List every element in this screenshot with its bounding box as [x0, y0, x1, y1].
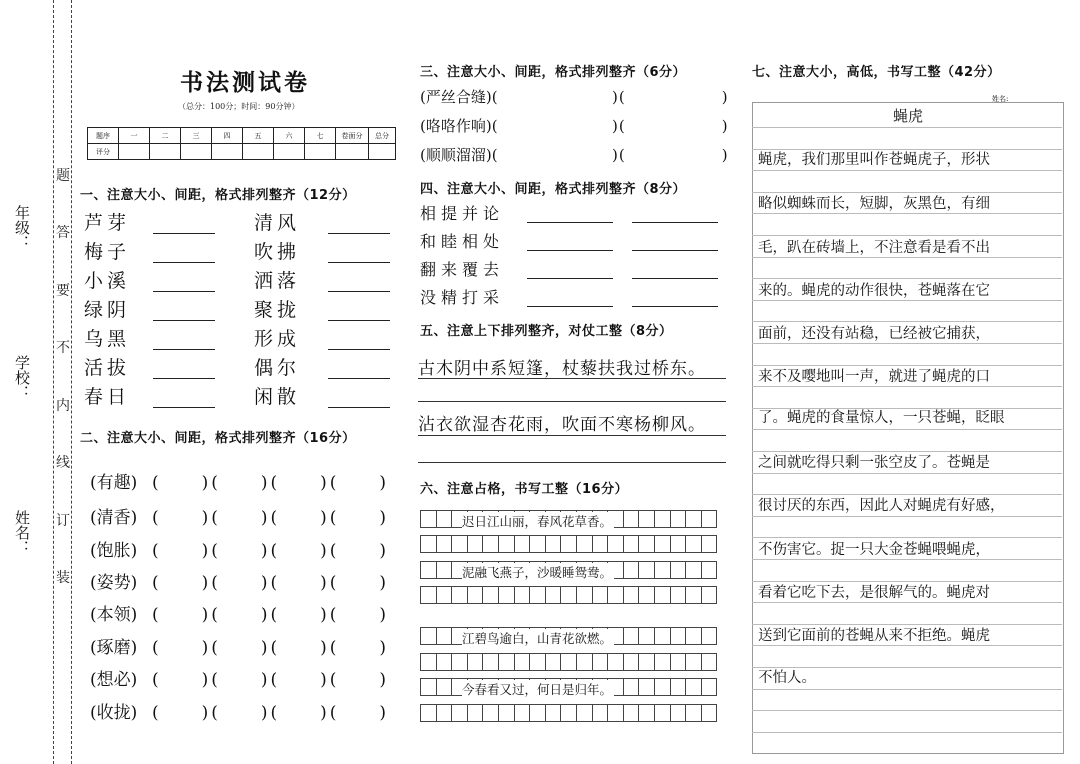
paren-item: (姿势) [90, 573, 138, 593]
grid-cell[interactable] [701, 535, 718, 553]
grid-cell[interactable] [560, 653, 577, 671]
grid-cell[interactable] [420, 561, 437, 579]
word-right: 吹拂 [254, 241, 301, 263]
essay-ruled-line [752, 473, 1062, 474]
section5-title: 五、注意上下排列整齐，对仗工整（8分） [420, 324, 673, 339]
score-cell: 三 [181, 128, 212, 144]
paren-item: (收拢) [90, 703, 138, 723]
answer-blank[interactable] [328, 290, 390, 292]
grid-cell[interactable] [638, 653, 655, 671]
page-subtitle: （总分：100分；时间：90分钟） [178, 102, 300, 111]
score-input-cell[interactable] [336, 144, 369, 160]
score-table [87, 127, 396, 160]
score-cell: 五 [243, 128, 274, 144]
grid-cell[interactable] [701, 561, 718, 579]
score-input-cell[interactable] [119, 144, 150, 160]
word-left: 绿阴 [84, 299, 131, 321]
writing-line[interactable] [418, 377, 726, 379]
grid-cell[interactable] [654, 535, 671, 553]
grid-cell[interactable] [420, 678, 437, 696]
grid-cell[interactable] [654, 510, 671, 528]
writing-line[interactable] [418, 461, 726, 463]
grid-cell[interactable] [576, 535, 593, 553]
grid-cell[interactable] [498, 535, 515, 553]
score-input-cell[interactable] [274, 144, 305, 160]
score-cell: 总分 [369, 128, 396, 144]
grid-cell[interactable] [529, 704, 546, 722]
word-right: 清风 [254, 212, 301, 234]
page-title: 书法测试卷 [180, 69, 310, 96]
paren-answers[interactable]: ( )( )( )( ) [152, 573, 390, 593]
essay-line: 看着它吃下去，是很解气的。蝇虎对 [758, 585, 990, 601]
grid-cell[interactable] [670, 653, 687, 671]
grid-cell[interactable] [482, 535, 499, 553]
grid-cell[interactable] [420, 586, 437, 604]
grid-cell[interactable] [436, 535, 453, 553]
answer-blank[interactable] [632, 221, 718, 223]
grid-cell[interactable] [701, 627, 718, 645]
grid-cell[interactable] [467, 586, 484, 604]
grid-cell[interactable] [467, 653, 484, 671]
grid-cell[interactable] [545, 535, 562, 553]
couplet-line: 沾衣欲湿杏花雨，吹面不寒杨柳风。 [418, 415, 706, 435]
grid-cell[interactable] [420, 510, 437, 528]
binding-char: 题 [56, 168, 70, 184]
writing-line[interactable] [418, 400, 726, 402]
essay-ruled-line [752, 710, 1062, 711]
grid-cell[interactable] [498, 704, 515, 722]
grid-cell[interactable] [685, 653, 702, 671]
grid-cell[interactable] [545, 653, 562, 671]
essay-line: 不伤害它。捉一只大金苍蝇喂蝇虎， [758, 542, 990, 558]
grid-cell[interactable] [451, 653, 468, 671]
binding-line-inner [71, 0, 72, 764]
answer-blank[interactable] [527, 277, 613, 279]
couplet-line: 古木阴中系短篷，杖藜扶我过桥东。 [418, 359, 706, 379]
grid-cell[interactable] [482, 704, 499, 722]
binding-char: 装 [56, 570, 70, 586]
grid-cell[interactable] [592, 535, 609, 553]
grid-cell[interactable] [654, 704, 671, 722]
word-right: 洒落 [254, 270, 301, 292]
word-right: 聚拢 [254, 299, 301, 321]
grid-cell[interactable] [701, 653, 718, 671]
essay-ruled-line [752, 689, 1062, 690]
grid-cell[interactable] [451, 704, 468, 722]
word-left: 梅子 [84, 241, 131, 263]
grid-cell[interactable] [701, 704, 718, 722]
answer-blank[interactable] [153, 319, 215, 321]
paren-item: (饱胀) [90, 541, 138, 561]
essay-line: 了。蝇虎的食量惊人，一只苍蝇，眨眼 [758, 410, 1005, 426]
grid-cell[interactable] [436, 653, 453, 671]
paren-item: (想必) [90, 670, 138, 690]
word-left: 芦芽 [84, 212, 131, 234]
grid-cell[interactable] [685, 561, 702, 579]
answer-blank[interactable] [328, 261, 390, 263]
grid-cell[interactable] [654, 627, 671, 645]
score-cell: 题序 [88, 128, 119, 144]
grid-cell[interactable] [623, 561, 640, 579]
paren-answers[interactable]: )( ) [612, 88, 729, 106]
paren-item: (严丝合缝)( [420, 88, 498, 106]
grid-cell[interactable] [592, 704, 609, 722]
binding-char: 订 [56, 513, 70, 529]
paren-answers[interactable]: ( )( )( )( ) [152, 670, 390, 690]
grid-cell[interactable] [654, 678, 671, 696]
answer-blank[interactable] [527, 305, 613, 307]
grid-cell[interactable] [420, 627, 437, 645]
essay-ruled-line [752, 429, 1062, 430]
idiom: 没精打采 [420, 288, 505, 307]
answer-blank[interactable] [632, 249, 718, 251]
essay-name-label: 姓名: [992, 95, 1009, 103]
grid-cell[interactable] [670, 627, 687, 645]
school-label: 学校： [13, 355, 31, 400]
poem-line: 今春看又过，何日是归年。 [462, 682, 613, 697]
grid-cell[interactable] [607, 653, 624, 671]
answer-blank[interactable] [328, 319, 390, 321]
grid-cell[interactable] [436, 561, 453, 579]
grid-cell[interactable] [560, 535, 577, 553]
grid-cell[interactable] [451, 586, 468, 604]
grid-cell[interactable] [638, 510, 655, 528]
grid-cell[interactable] [685, 627, 702, 645]
essay-ruled-line [752, 602, 1062, 603]
paren-answers[interactable]: )( ) [612, 146, 729, 164]
poem-line: 江碧鸟逾白，山青花欲燃。 [462, 631, 613, 646]
grid-cell[interactable] [482, 586, 499, 604]
grid-cell[interactable] [623, 678, 640, 696]
essay-line: 来的。蝇虎的动作很快，苍蝇落在它 [758, 283, 990, 299]
score-cell: 一 [119, 128, 150, 144]
score-input-cell[interactable] [369, 144, 396, 160]
grid-cell[interactable] [436, 627, 453, 645]
grid-cell[interactable] [623, 653, 640, 671]
grid-cell[interactable] [670, 535, 687, 553]
essay-line: 送到它面前的苍蝇从来不拒绝。蝇虎 [758, 628, 990, 644]
grid-cell[interactable] [514, 535, 531, 553]
essay-ruled-line [752, 127, 1062, 128]
grid-cell[interactable] [685, 535, 702, 553]
grid-cell[interactable] [420, 653, 437, 671]
grid-cell[interactable] [607, 535, 624, 553]
essay-ruled-line [752, 732, 1062, 733]
grid-cell[interactable] [685, 678, 702, 696]
grid-cell[interactable] [638, 678, 655, 696]
paren-answers[interactable]: ( )( )( )( ) [152, 638, 390, 658]
score-input-cell[interactable] [181, 144, 212, 160]
binding-char: 不 [56, 340, 70, 356]
essay-line: 蝇虎，我们那里叫作苍蝇虎子，形状 [758, 152, 990, 168]
essay-line: 毛，趴在砖墙上，不注意看是看不出 [758, 240, 990, 256]
paren-answers[interactable]: ( )( )( )( ) [152, 508, 390, 528]
grid-cell[interactable] [623, 704, 640, 722]
grid-cell[interactable] [685, 510, 702, 528]
grid-cell[interactable] [670, 586, 687, 604]
grid-cell[interactable] [638, 627, 655, 645]
binding-char: 答 [56, 225, 70, 241]
paren-item: (咯咯作响)( [420, 117, 498, 135]
section4-title: 四、注意大小、间距，格式排列整齐（8分） [420, 182, 687, 197]
answer-blank[interactable] [328, 348, 390, 350]
score-input-cell[interactable] [305, 144, 336, 160]
essay-ruled-line [752, 559, 1062, 560]
score-cell: 六 [274, 128, 305, 144]
grid-cell[interactable] [685, 704, 702, 722]
grid-cell[interactable] [670, 704, 687, 722]
essay-ruled-line [752, 516, 1062, 517]
grid-cell[interactable] [701, 586, 718, 604]
answer-blank[interactable] [153, 348, 215, 350]
essay-line: 面前，还没有站稳，已经被它捕获， [758, 326, 990, 342]
paren-answers[interactable]: ( )( )( )( ) [152, 605, 390, 625]
answer-blank[interactable] [153, 261, 215, 263]
section7-title: 七、注意大小，高低，书写工整（42分） [752, 65, 1001, 80]
binding-char: 线 [56, 455, 70, 471]
writing-line[interactable] [418, 434, 726, 436]
section6-title: 六、注意占格，书写工整（16分） [420, 482, 629, 497]
score-cell: 四 [212, 128, 243, 144]
paren-answers[interactable]: ( )( )( )( ) [152, 473, 390, 493]
idiom: 翻来覆去 [420, 260, 505, 279]
score-table-header-row [88, 128, 396, 144]
section3-title: 三、注意大小、间距，格式排列整齐（6分） [420, 65, 687, 80]
answer-blank[interactable] [527, 221, 613, 223]
grid-cell[interactable] [514, 586, 531, 604]
essay-ruled-line [752, 386, 1062, 387]
answer-blank[interactable] [632, 305, 718, 307]
word-right: 闲散 [254, 386, 301, 408]
grid-cell[interactable] [560, 586, 577, 604]
grid-cell[interactable] [467, 704, 484, 722]
grid-cell[interactable] [451, 535, 468, 553]
poem-line: 泥融飞燕子，沙暖睡鸳鸯。 [462, 565, 613, 580]
answer-blank[interactable] [328, 232, 390, 234]
paren-item: (本领) [90, 605, 138, 625]
essay-line: 略似蜘蛛而长，短脚，灰黑色，有细 [758, 196, 990, 212]
score-cell: 卷面分 [336, 128, 369, 144]
grid-cell[interactable] [576, 704, 593, 722]
grid-cell[interactable] [623, 627, 640, 645]
answer-blank[interactable] [328, 406, 390, 408]
grid-cell[interactable] [607, 704, 624, 722]
essay-line: 来不及嘤地叫一声，就进了蝇虎的口 [758, 369, 990, 385]
score-table-score-row [88, 144, 396, 160]
answer-blank[interactable] [632, 277, 718, 279]
grid-cell[interactable] [670, 561, 687, 579]
grid-cell[interactable] [623, 586, 640, 604]
essay-ruled-line [752, 170, 1062, 171]
essay-line: 很讨厌的东西，因此人对蝇虎有好感， [758, 498, 1005, 514]
essay-ruled-line [752, 213, 1062, 214]
section2-title: 二、注意大小、间距，格式排列整齐（16分） [80, 431, 356, 446]
grid-cell[interactable] [498, 586, 515, 604]
grid-cell[interactable] [623, 510, 640, 528]
idiom: 相提并论 [420, 204, 505, 223]
grid-cell[interactable] [701, 678, 718, 696]
answer-blank[interactable] [153, 290, 215, 292]
writing-grid-row[interactable] [420, 586, 716, 604]
writing-grid-row[interactable] [420, 653, 716, 671]
grid-cell[interactable] [670, 678, 687, 696]
idiom: 和睦相处 [420, 232, 505, 251]
essay-ruled-line [752, 645, 1062, 646]
grid-cell[interactable] [560, 704, 577, 722]
score-cell: 七 [305, 128, 336, 144]
grid-cell[interactable] [514, 704, 531, 722]
score-input-cell[interactable] [150, 144, 181, 160]
name-label: 姓名： [13, 510, 31, 555]
grid-cell[interactable] [592, 653, 609, 671]
score-input-cell[interactable] [212, 144, 243, 160]
grid-cell[interactable] [420, 535, 437, 553]
writing-grid-row[interactable] [420, 704, 716, 722]
grid-cell[interactable] [638, 535, 655, 553]
grid-cell[interactable] [436, 586, 453, 604]
grid-cell[interactable] [607, 586, 624, 604]
essay-title: 蝇虎 [893, 107, 924, 125]
grid-cell[interactable] [529, 653, 546, 671]
grid-cell[interactable] [436, 704, 453, 722]
grid-cell[interactable] [592, 586, 609, 604]
grade-label: 年级： [13, 205, 31, 250]
grid-cell[interactable] [576, 653, 593, 671]
binding-line-outer [53, 0, 54, 764]
writing-grid-row[interactable] [420, 535, 716, 553]
word-right: 形成 [254, 328, 301, 350]
paren-item: (琢磨) [90, 638, 138, 658]
poem-line: 迟日江山丽，春风花草香。 [462, 514, 613, 529]
answer-blank[interactable] [328, 377, 390, 379]
grid-cell[interactable] [436, 510, 453, 528]
grid-cell[interactable] [638, 704, 655, 722]
paren-answers[interactable]: ( )( )( )( ) [152, 703, 390, 723]
word-left: 乌黑 [84, 328, 131, 350]
paren-answers[interactable]: )( ) [612, 117, 729, 135]
essay-ruled-line [752, 343, 1062, 344]
grid-cell[interactable] [482, 653, 499, 671]
binding-char: 内 [56, 398, 70, 414]
grid-cell[interactable] [701, 510, 718, 528]
section1-title: 一、注意大小、间距，格式排列整齐（12分） [80, 188, 356, 203]
word-right: 偶尔 [254, 357, 301, 379]
word-left: 小溪 [84, 270, 131, 292]
answer-blank[interactable] [153, 232, 215, 234]
grid-cell[interactable] [467, 535, 484, 553]
paren-item: (有趣) [90, 473, 138, 493]
grid-cell[interactable] [529, 586, 546, 604]
score-cell: 二 [150, 128, 181, 144]
grid-cell[interactable] [623, 535, 640, 553]
grid-cell[interactable] [545, 586, 562, 604]
essay-line: 之间就吃得只剩一张空皮了。苍蝇是 [758, 455, 990, 471]
grid-cell[interactable] [436, 678, 453, 696]
grid-cell[interactable] [654, 586, 671, 604]
paren-answers[interactable]: ( )( )( )( ) [152, 541, 390, 561]
grid-cell[interactable] [545, 704, 562, 722]
score-input-cell[interactable] [243, 144, 274, 160]
essay-line: 不怕人。 [758, 670, 816, 686]
grid-cell[interactable] [420, 704, 437, 722]
paren-item: (顺顺溜溜)( [420, 146, 498, 164]
grid-cell[interactable] [514, 653, 531, 671]
word-left: 活拔 [84, 357, 131, 379]
grid-cell[interactable] [654, 653, 671, 671]
grid-cell[interactable] [529, 535, 546, 553]
paren-item: (清香) [90, 508, 138, 528]
answer-blank[interactable] [153, 406, 215, 408]
grid-cell[interactable] [638, 561, 655, 579]
grid-cell[interactable] [670, 510, 687, 528]
grid-cell[interactable] [654, 561, 671, 579]
grid-cell[interactable] [638, 586, 655, 604]
grid-cell[interactable] [576, 586, 593, 604]
word-left: 春日 [84, 386, 131, 408]
answer-blank[interactable] [153, 377, 215, 379]
grid-cell[interactable] [685, 586, 702, 604]
answer-blank[interactable] [527, 249, 613, 251]
score-cell: 评分 [88, 144, 119, 160]
grid-cell[interactable] [498, 653, 515, 671]
binding-char: 要 [56, 283, 70, 299]
